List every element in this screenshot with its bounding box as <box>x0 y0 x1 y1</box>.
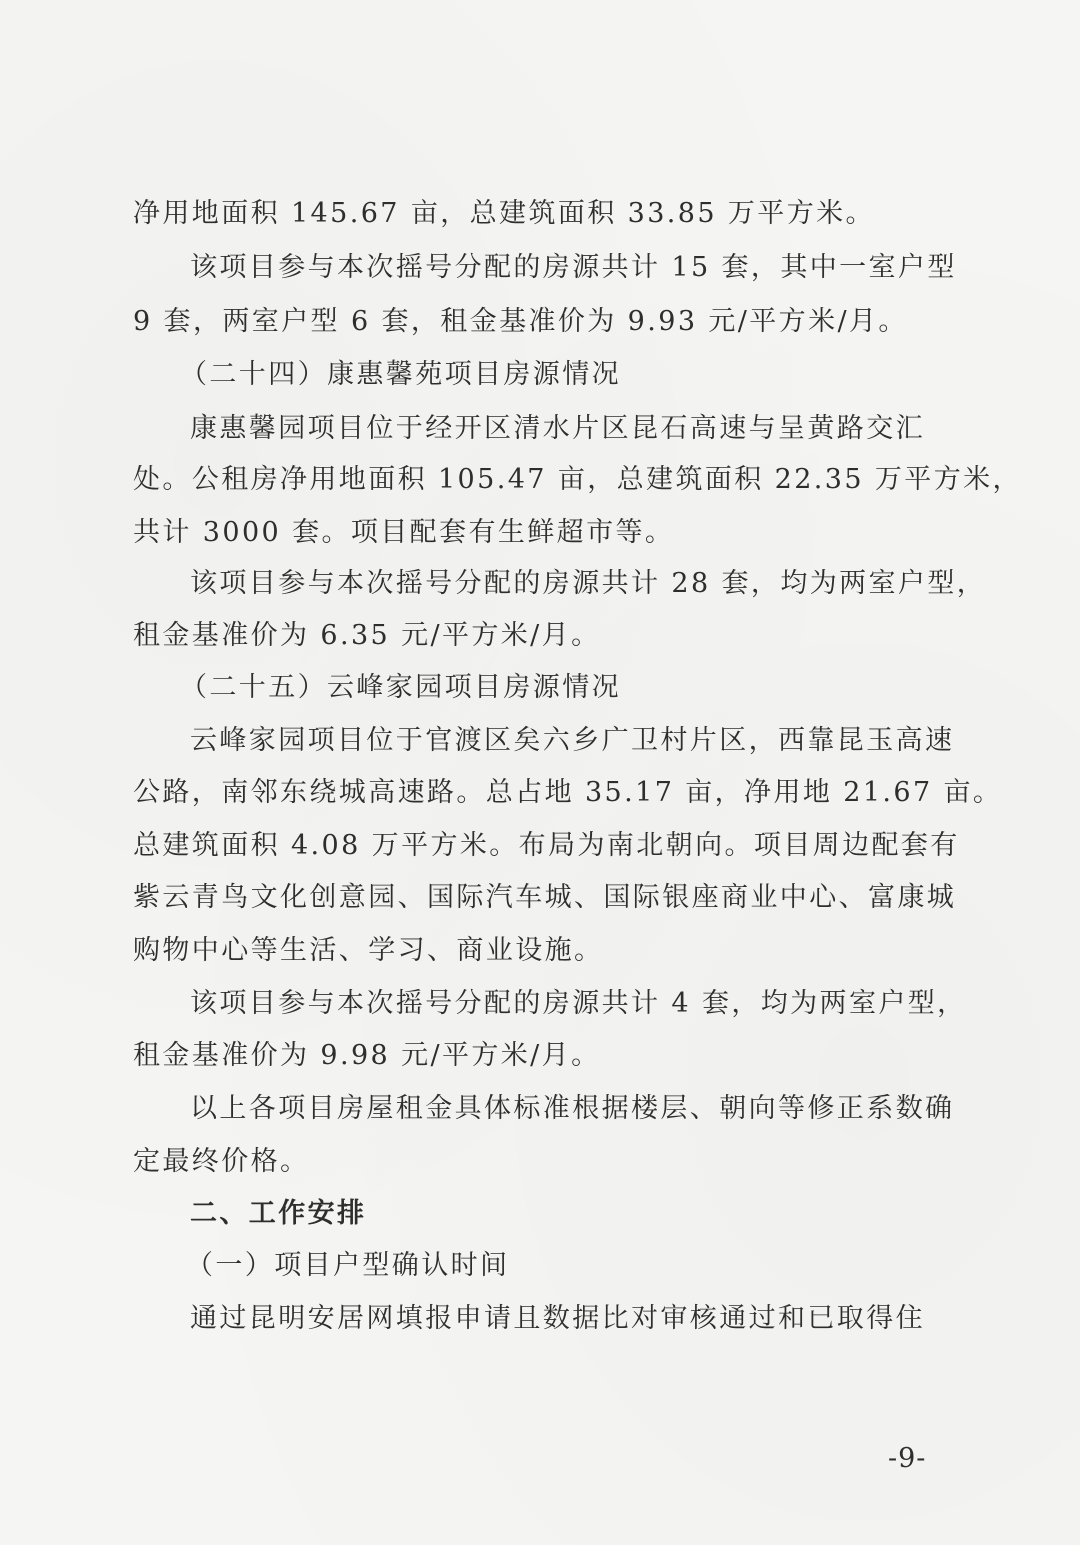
paragraph-line: 紫云青鸟文化创意园、国际汽车城、国际银座商业中心、富康城 <box>133 882 957 913</box>
paragraph-line: 定最终价格。 <box>133 1146 310 1177</box>
paragraph-line: 购物中心等生活、学习、商业设施。 <box>133 935 604 966</box>
paragraph-line: 租金基准价为 9.98 元/平方米/月。 <box>133 1040 601 1071</box>
section-heading-25: （二十五）云峰家园项目房源情况 <box>180 672 621 703</box>
paragraph-line: 通过昆明安居网填报申请且数据比对审核通过和已取得住 <box>190 1303 925 1334</box>
paragraph-line: 康惠馨园项目位于经开区清水片区昆石高速与呈黄路交汇 <box>190 413 925 444</box>
paragraph-line: 处。公租房净用地面积 105.47 亩，总建筑面积 22.35 万平方米， <box>133 464 1022 495</box>
paragraph-line: 净用地面积 145.67 亩，总建筑面积 33.85 万平方米。 <box>133 198 875 229</box>
paragraph-line: 公路，南邻东绕城高速路。总占地 35.17 亩，净用地 21.67 亩。 <box>133 777 1003 808</box>
paragraph-line: 以上各项目房屋租金具体标准根据楼层、朝向等修正系数确 <box>190 1093 955 1124</box>
page-number: -9- <box>888 1443 927 1474</box>
paragraph-line: 共计 3000 套。项目配套有生鲜超市等。 <box>133 517 675 548</box>
paragraph-line: 总建筑面积 4.08 万平方米。布局为南北朝向。项目周边配套有 <box>133 830 960 861</box>
paragraph-line: 该项目参与本次摇号分配的房源共计 15 套，其中一室户型 <box>190 252 957 283</box>
paragraph-line: 该项目参与本次摇号分配的房源共计 4 套，均为两室户型， <box>190 988 967 1019</box>
paragraph-line: 租金基准价为 6.35 元/平方米/月。 <box>133 620 601 651</box>
section-heading-24: （二十四）康惠馨苑项目房源情况 <box>180 359 621 390</box>
paragraph-line: 云峰家园项目位于官渡区矣六乡广卫村片区，西靠昆玉高速 <box>190 725 955 756</box>
paragraph-line: 该项目参与本次摇号分配的房源共计 28 套，均为两室户型， <box>190 568 987 599</box>
paragraph-line: 9 套，两室户型 6 套，租金基准价为 9.93 元/平方米/月。 <box>133 306 908 337</box>
section-heading-work-arrangement: 二、工作安排 <box>190 1198 367 1229</box>
subsection-heading: （一）项目户型确认时间 <box>186 1250 510 1281</box>
